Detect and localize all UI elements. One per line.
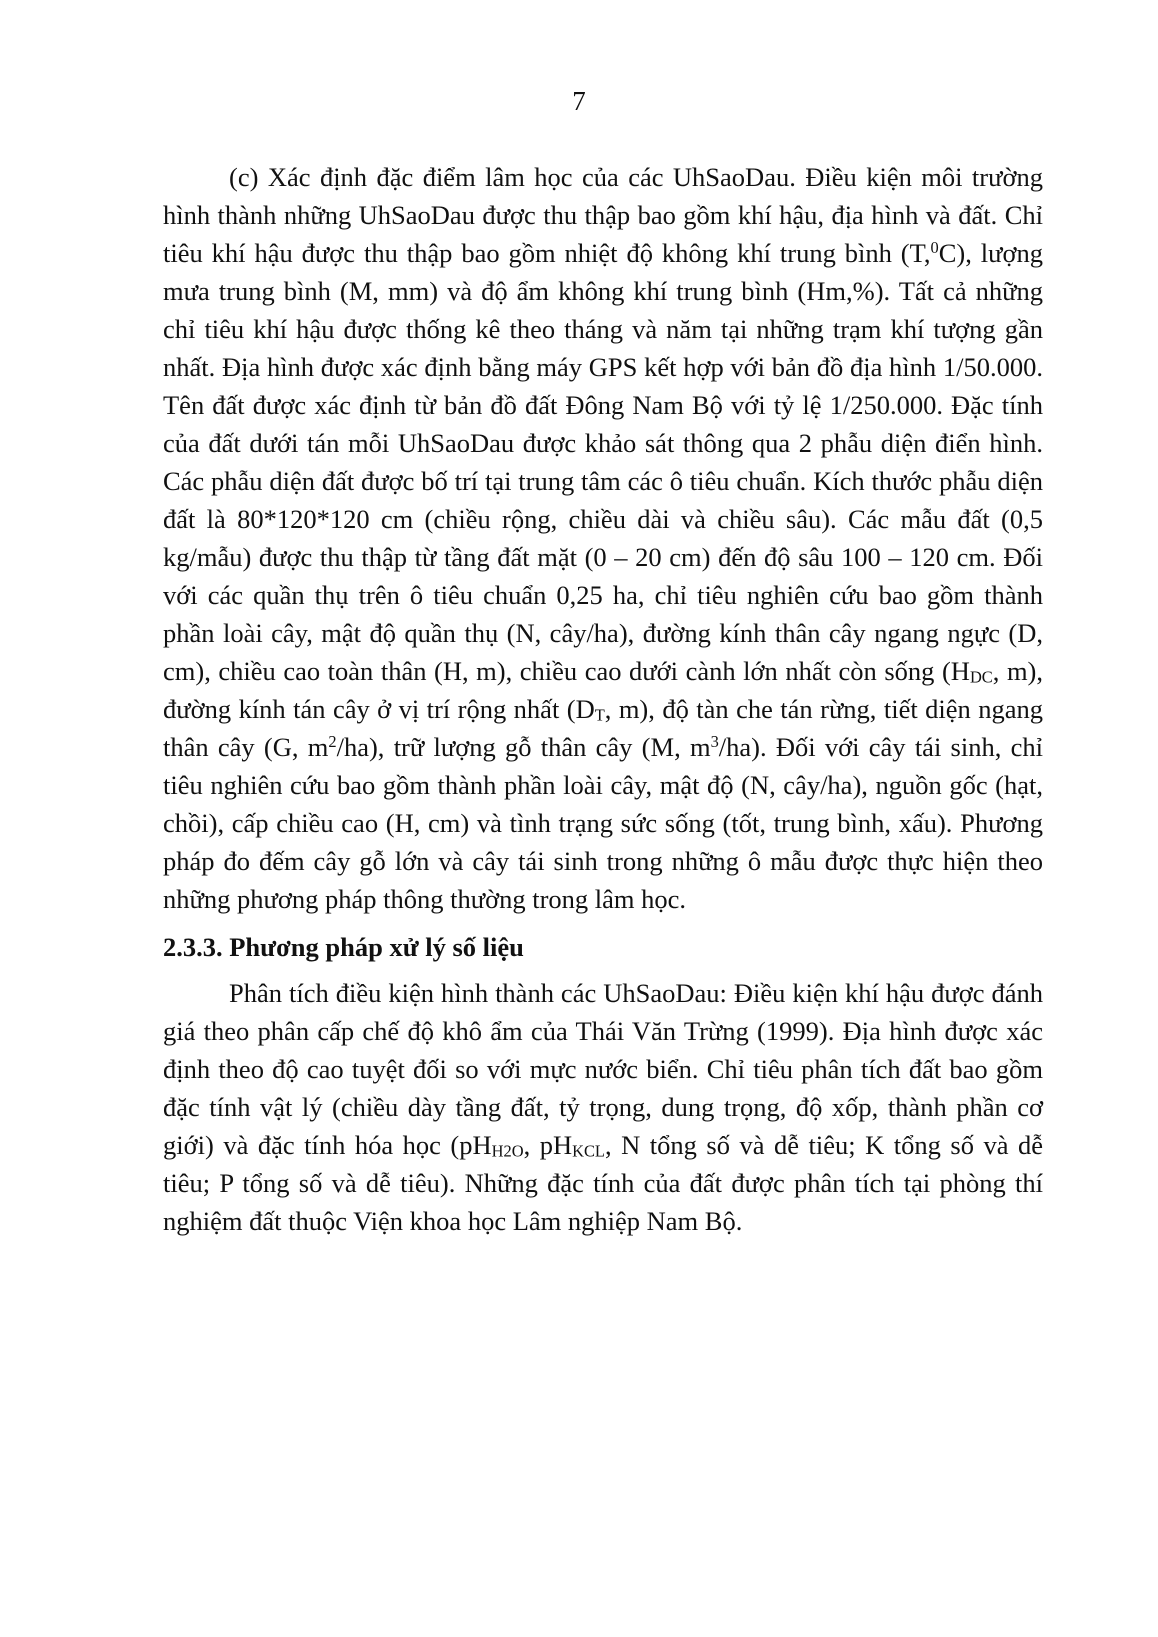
para2-text-2: , pH xyxy=(523,1130,573,1160)
para1-text-5: /ha), trữ lượng gỗ thân cây (M, m xyxy=(336,732,711,762)
section-title: . Phương pháp xử lý số liệu xyxy=(216,932,524,962)
para1-superscript-3: 3 xyxy=(710,731,719,751)
para1-text-4: , m), độ tàn che tán rừng, tiết diện ngang thân cây (G, m xyxy=(163,694,1043,762)
para1-superscript-2: 2 xyxy=(328,731,337,751)
para2-text-1: Phân tích điều kiện hình thành các UhSaoDau: Điều kiện khí hậu được đánh giá theo phân cấp chế độ khô ẩm của Thái Văn Trừng (1999). Địa hình được xác định theo độ cao tuyệt đối so với mực nước biển. Chỉ tiêu phân tích đất bao gồm đặc tính vật lý (chiều dày tầng đất, tỷ trọng, dung trọng, độ xốp, thành phần cơ giới) và đặc tính hóa học (pH xyxy=(163,978,1043,1160)
para1-subscript-t: T xyxy=(594,705,605,725)
para1-text-2: C), lượng mưa trung bình (M, mm) và độ ẩm không khí trung bình (Hm,%). Tất cả những chỉ tiêu khí hậu được thống kê theo tháng và năm tại những trạm khí tượng gần nhất. Địa hình được xác định bằng máy GPS kết hợp với bản đồ địa hình 1/50.000. Tên đất được xác định từ bản đồ đất Đông Nam Bộ với tỷ lệ 1/250.000. Đặc tính của đất dưới tán mỗi UhSaoDau được khảo sát thông qua 2 phẫu diện điển hình. Các phẫu diện đất được bố trí tại trung tâm các ô tiêu chuẩn. Kích thước phẫu diện đất là 80*120*120 cm (chiều rộng, chiều dài và chiều sâu). Các mẫu đất (0,5 kg/mẫu) được thu thập từ tầng đất mặt (0 – 20 cm) đến độ sâu 100 – 120 cm. Đối với các quần thụ trên ô tiêu chuẩn 0,25 ha, chỉ tiêu nghiên cứu bao gồm thành phần loài cây, mật độ quần thụ (N, cây/ha), đường kính thân cây ngang ngực (D, cm), chiều cao toàn thân (H, m), chiều cao dưới cành lớn nhất còn sống (H xyxy=(163,238,1043,686)
para1-text-1: (c) Xác định đặc điểm lâm học của các UhSaoDau. Điều kiện môi trường hình thành những UhSaoDau được thu thập bao gồm khí hậu, địa hình và đất. Chỉ tiêu khí hậu được thu thập bao gồm nhiệt độ không khí trung bình (T, xyxy=(163,162,1043,268)
paragraph-silvicultural-characteristics xyxy=(163,158,1043,918)
section-heading xyxy=(163,928,1043,966)
para1-text-3: , m), đường kính tán cây ở vị trí rộng nhất (D xyxy=(163,656,1044,724)
page-number: 7 xyxy=(572,86,586,116)
para1-text-6: /ha). Đối với cây tái sinh, chỉ tiêu nghiên cứu bao gồm thành phần loài cây, mật độ (N, cây/ha), nguồn gốc (hạt, chồi), cấp chiều cao (H, cm) và tình trạng sức sống (tốt, trung bình, xấu). Phương pháp đo đếm cây gỗ lớn và cây tái sinh trong những ô mẫu được thực hiện theo những phương pháp thông thường trong lâm học. xyxy=(163,732,1043,914)
para2-text-3: , N tổng số và dễ tiêu; K tổng số và dễ tiêu; P tổng số và dễ tiêu). Những đặc tính của đất được phân tích tại phòng thí nghiệm đất thuộc Viện khoa học Lâm nghiệp Nam Bộ. xyxy=(163,1130,1044,1236)
para2-subscript-kcl: KCL xyxy=(572,1141,605,1161)
para2-subscript-h2o: H2O xyxy=(491,1141,524,1161)
para1-subscript-dc: DC xyxy=(969,667,993,687)
para1-superscript-degree: 0 xyxy=(930,237,939,257)
page-content xyxy=(163,158,1043,1240)
paragraph-data-analysis xyxy=(163,974,1043,1240)
section-number: 2.3.3 xyxy=(163,932,216,962)
